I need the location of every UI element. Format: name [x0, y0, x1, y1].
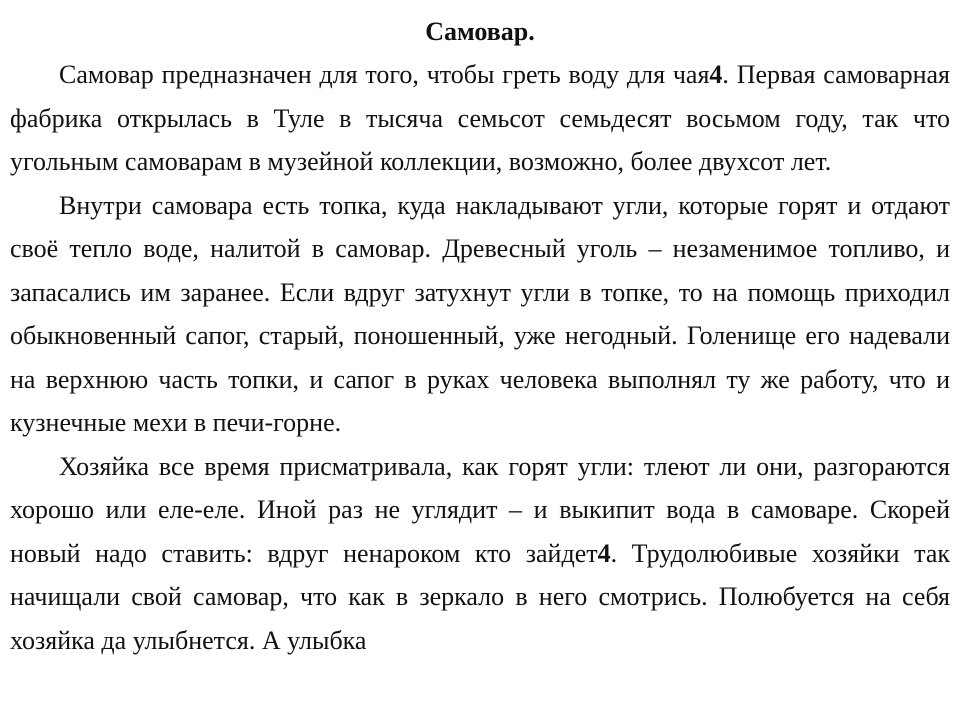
paragraph-text: . Первая самоварная фабрика открылась в Туле в тысяча семьсот семьдесят восьмом году, так что угольным самоварам в музейной коллекции, возможно, более двухсот лет.: [10, 60, 950, 176]
paragraph-3: [10, 445, 950, 663]
paragraph-text: . Трудолюбивые хозяйки так начищали свой самовар, что как в зеркало в него смотрись. Полюбуется на себя хозяйка да улыбнется. А улыбка: [10, 538, 950, 655]
paragraph-text: Самовар предназначен для того, чтобы греть воду для чая: [59, 60, 710, 89]
footnote-mark: 4: [597, 538, 611, 568]
paragraph-text: Хозяйка все время присматривала, как горят угли: тлеют ли они, разгораются хорошо или еле-еле. Иной раз не углядит – и выкипит вода в самоваре. Скорей новый надо ставить: вдруг ненароком кто зайдет: [10, 451, 950, 568]
document-title: Самовар.: [425, 17, 535, 46]
paragraph-2: Внутри самовара есть топка, куда накладывают угли, которые горят и отдают своё тепло воде, налитой в самовар. Древесный уголь – незаменимое топливо, и запасались им заранее. Если вдруг затухнут угли в топке, то на помощь приходил обыкновенный сапог, старый, поношенный, уже негодный. Голенище его надевали на верхнюю часть топки, и сапог в руках человека выполнял ту же работу, что и кузнечные мехи в печи-горне.: [10, 190, 950, 437]
paragraph-1: [10, 53, 950, 184]
footnote-mark: 4: [709, 60, 723, 89]
